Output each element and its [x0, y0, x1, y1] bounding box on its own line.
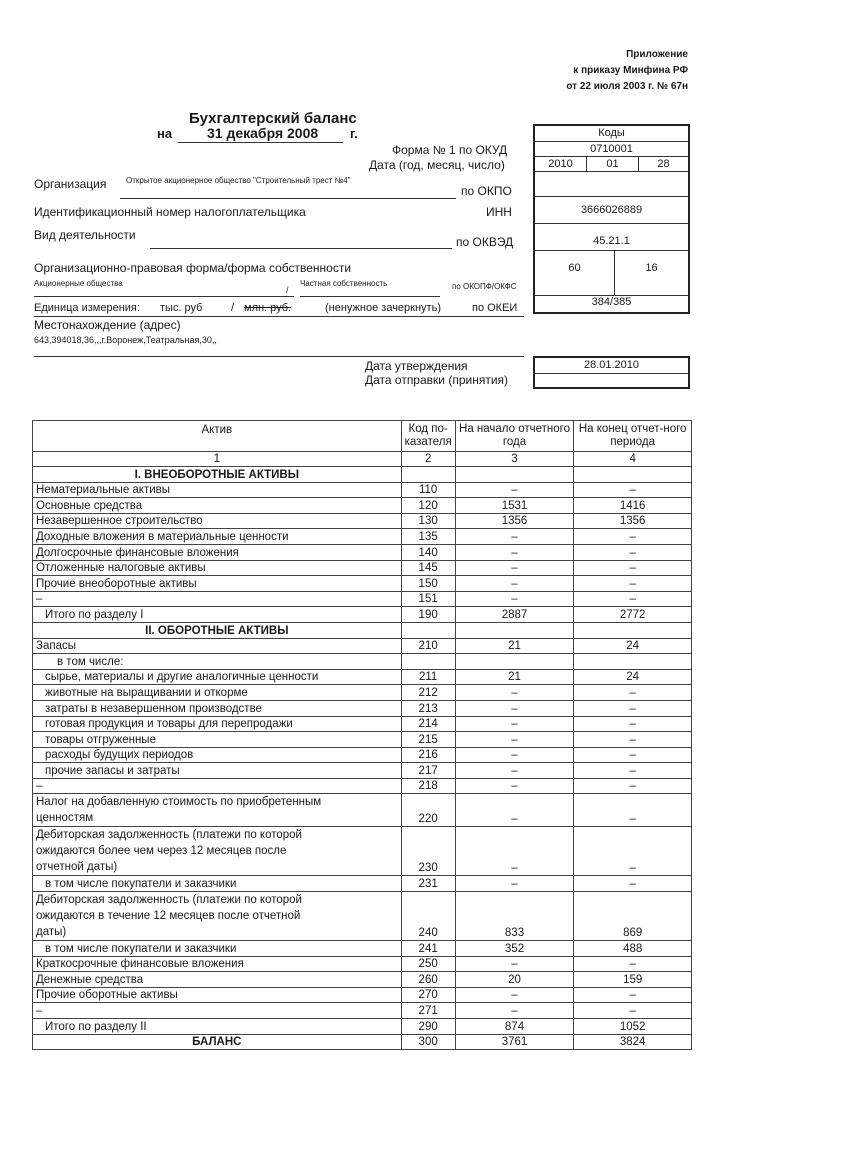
row-end: – [574, 529, 692, 545]
header-asset: Актив [33, 421, 402, 452]
okpo-label: по ОКПО [461, 184, 512, 198]
table-row [33, 987, 692, 1003]
row-start: – [455, 482, 574, 498]
total-1-start: 2887 [455, 607, 574, 623]
recv-long-line2: ожидаются более чем через 12 месяцев после [36, 845, 287, 858]
row-start: – [455, 544, 574, 560]
row-end: – [574, 482, 692, 498]
table-row [33, 498, 692, 514]
row-start: – [455, 956, 574, 972]
column-numbers-row [33, 452, 692, 467]
row-name: Долгосрочные финансовые вложения [33, 544, 402, 560]
table-row [33, 669, 692, 685]
row-name: Запасы [33, 638, 402, 654]
activity-label: Вид деятельности [34, 228, 136, 242]
codes-box [533, 124, 690, 314]
balance-row [33, 1034, 692, 1050]
table-row [33, 747, 692, 763]
sent-date [535, 374, 688, 390]
table-row [33, 972, 692, 988]
row-code: 140 [401, 544, 455, 560]
table-row [33, 956, 692, 972]
dates-box [533, 356, 690, 389]
date-code-row [535, 157, 688, 172]
recv-short-line3: даты) [36, 926, 67, 939]
row-name: Нематериальные активы [33, 482, 402, 498]
row-start: 20 [455, 972, 574, 988]
codes-header: Коды [535, 126, 688, 142]
row-code: 231 [401, 876, 455, 892]
row-end: – [574, 716, 692, 732]
row-name: – [33, 1003, 402, 1019]
header-code: Код по-казателя [401, 421, 455, 452]
section-heading-row [33, 622, 692, 638]
approval-date: 28.01.2010 [535, 358, 688, 374]
total-1-name: Итого по разделу I [33, 607, 402, 623]
row-start: – [455, 560, 574, 576]
row-name: прочие запасы и затраты [33, 763, 402, 779]
row-code: 250 [401, 956, 455, 972]
okopf-code-row [535, 251, 688, 296]
balance-start: 3761 [455, 1034, 574, 1050]
row-end: – [574, 544, 692, 560]
row-code: 230 [401, 827, 455, 876]
row-code: 260 [401, 972, 455, 988]
org-label: Организация [34, 177, 107, 191]
section-1-title: I. ВНЕОБОРОТНЫЕ АКТИВЫ [33, 467, 402, 483]
col-number: 4 [574, 452, 692, 467]
row-start: 21 [455, 669, 574, 685]
table-row [33, 576, 692, 592]
row-code: 130 [401, 513, 455, 529]
balance-code: 300 [401, 1034, 455, 1050]
ownership-value: Частная собственность [300, 279, 388, 288]
table-row [33, 892, 692, 941]
table-row [33, 544, 692, 560]
total-row [33, 1019, 692, 1035]
legal-form-value: Акционерные общества [34, 279, 123, 288]
row-code: 150 [401, 576, 455, 592]
appendix-line3: от 22 июля 2003 г. № 67н [566, 81, 688, 92]
col-number: 3 [455, 452, 574, 467]
header-end: На конец отчет-ного периода [574, 421, 692, 452]
total-1-end: 2772 [574, 607, 692, 623]
legal-form-label: Организационно-правовая форма/форма собственности [34, 261, 352, 275]
header-start: На начало отчетного года [455, 421, 574, 452]
row-name: Краткосрочные финансовые вложения [33, 956, 402, 972]
table-row [33, 685, 692, 701]
row-start: – [455, 763, 574, 779]
unit-note: (ненужное зачеркнуть) [325, 302, 441, 314]
row-code: 216 [401, 747, 455, 763]
row-end: 24 [574, 669, 692, 685]
col-number: 2 [401, 452, 455, 467]
row-start: – [455, 576, 574, 592]
row-code: 213 [401, 700, 455, 716]
total-2-start: 874 [455, 1019, 574, 1035]
row-name: – [33, 778, 402, 794]
row-end: – [574, 700, 692, 716]
date-year: 2010 [535, 157, 587, 171]
row-end: 24 [574, 638, 692, 654]
row-end: – [574, 560, 692, 576]
row-end: 159 [574, 972, 692, 988]
total-2-code: 290 [401, 1019, 455, 1035]
title-suffix: г. [350, 126, 358, 141]
row-start: – [455, 876, 574, 892]
row-name: в том числе покупатели и заказчики [33, 876, 402, 892]
row-start: 833 [455, 892, 574, 941]
inn-code: 3666026889 [535, 197, 688, 224]
table-row [33, 654, 692, 670]
row-code: 211 [401, 669, 455, 685]
balance-end: 3824 [574, 1034, 692, 1050]
row-name: животные на выращивании и откорме [33, 685, 402, 701]
table-row [33, 482, 692, 498]
row-start: – [455, 747, 574, 763]
row-name: Незавершенное строительство [33, 513, 402, 529]
report-date-underline [178, 142, 343, 143]
okved-label: по ОКВЭД [456, 235, 514, 249]
table-row [33, 591, 692, 607]
row-name: – [33, 591, 402, 607]
row-code: 220 [401, 794, 455, 827]
table-row [33, 794, 692, 827]
row-end: – [574, 794, 692, 827]
org-value: Открытое акционерное общество "Строительный трест №4" [126, 176, 351, 185]
total-2-end: 1052 [574, 1019, 692, 1035]
table-row [33, 638, 692, 654]
row-end: 1356 [574, 513, 692, 529]
row-name: товары отгруженные [33, 732, 402, 748]
row-end: – [574, 763, 692, 779]
row-code: 240 [401, 892, 455, 941]
table-row [33, 529, 692, 545]
row-start: – [455, 591, 574, 607]
row-code: 218 [401, 778, 455, 794]
row-code: 215 [401, 732, 455, 748]
table-row [33, 941, 692, 957]
row-end: – [574, 987, 692, 1003]
row-end: – [574, 685, 692, 701]
balance-table [32, 420, 692, 1050]
table-row [33, 1003, 692, 1019]
recv-long-line1: Дебиторская задолженность (платежи по которой [36, 829, 302, 842]
approval-label: Дата утверждения [365, 359, 468, 373]
appendix-line1: Приложение [626, 49, 688, 60]
row-name: Денежные средства [33, 972, 402, 988]
table-row [33, 763, 692, 779]
org-underline [120, 198, 456, 199]
recv-short-line2: ожидаются в течение 12 месяцев после отчетной [36, 910, 301, 923]
total-row [33, 607, 692, 623]
recv-short-name [33, 892, 402, 941]
row-code: 241 [401, 941, 455, 957]
total-1-code: 190 [401, 607, 455, 623]
row-code: 145 [401, 560, 455, 576]
okei-code: 384/385 [591, 296, 632, 308]
row-start: 21 [455, 638, 574, 654]
recv-short-line1: Дебиторская задолженность (платежи по которой [36, 894, 302, 907]
row-start: – [455, 794, 574, 827]
okei-label: по ОКЕИ [472, 302, 518, 314]
row-end: – [574, 956, 692, 972]
okpo-code [535, 172, 688, 197]
including-label: в том числе: [33, 654, 402, 670]
legal-form-slash: / [286, 285, 289, 295]
row-name: Прочие внеоборотные активы [33, 576, 402, 592]
table-row [33, 513, 692, 529]
row-start: – [455, 778, 574, 794]
okopf-label: по ОКОПФ/ОКФС [452, 282, 517, 291]
row-name: готовая продукция и товары для перепродажи [33, 716, 402, 732]
row-code: 135 [401, 529, 455, 545]
table-row [33, 732, 692, 748]
unit-thousand: тыс. руб [160, 302, 203, 314]
row-name: Доходные вложения в материальные ценности [33, 529, 402, 545]
row-name: в том числе покупатели и заказчики [33, 941, 402, 957]
okud-label: Форма № 1 по ОКУД [392, 143, 508, 157]
table-row [33, 778, 692, 794]
total-2-name: Итого по разделу II [33, 1019, 402, 1035]
balance-name: БАЛАНС [33, 1034, 402, 1050]
recv-long-line3: отчетной даты) [36, 861, 118, 874]
address-label: Местонахождение (адрес) [34, 318, 181, 332]
unit-label: Единица измерения: [34, 302, 140, 314]
row-end: – [574, 778, 692, 794]
row-name: сырье, материалы и другие аналогичные ценности [33, 669, 402, 685]
title-prefix: на [157, 126, 173, 141]
ownership-underline [300, 296, 440, 297]
vat-line2: ценностям [36, 812, 94, 825]
row-start: – [455, 987, 574, 1003]
unit-underline [34, 316, 524, 317]
activity-underline [150, 248, 452, 249]
sent-label: Дата отправки (принятия) [365, 373, 509, 387]
col-number: 1 [33, 452, 402, 467]
row-name: Основные средства [33, 498, 402, 514]
legal-form-underline [34, 296, 294, 297]
vat-name [33, 794, 402, 827]
section-heading-row [33, 467, 692, 483]
row-name: затраты в незавершенном производстве [33, 700, 402, 716]
table-header-row [33, 421, 692, 452]
row-end: – [574, 827, 692, 876]
row-start: – [455, 700, 574, 716]
section-2-title: II. ОБОРОТНЫЕ АКТИВЫ [33, 622, 402, 638]
row-end: – [574, 591, 692, 607]
date-label: Дата (год, месяц, число) [369, 158, 505, 172]
row-start: – [455, 685, 574, 701]
unit-slash: / [231, 302, 235, 314]
table-row [33, 560, 692, 576]
vat-line1: Налог на добавленную стоимость по приобретенным [36, 796, 322, 809]
row-start: – [455, 827, 574, 876]
document-title: Бухгалтерский баланс [189, 110, 357, 127]
row-code: 270 [401, 987, 455, 1003]
row-end: 869 [574, 892, 692, 941]
row-name: Прочие оборотные активы [33, 987, 402, 1003]
row-start: 1531 [455, 498, 574, 514]
okved-code: 45.21.1 [535, 224, 688, 251]
row-start: – [455, 716, 574, 732]
report-date: 31 декабря 2008 [207, 125, 319, 141]
address-underline [34, 356, 524, 357]
row-end: 1416 [574, 498, 692, 514]
date-month: 01 [587, 157, 639, 171]
row-start: 1356 [455, 513, 574, 529]
row-start: – [455, 529, 574, 545]
unit-million: млн. руб. [244, 302, 292, 314]
inn-label: ИНН [486, 205, 512, 219]
table-row [33, 876, 692, 892]
row-start: – [455, 1003, 574, 1019]
row-name: Отложенные налоговые активы [33, 560, 402, 576]
row-code: 212 [401, 685, 455, 701]
table-row [33, 827, 692, 876]
row-end: – [574, 1003, 692, 1019]
row-end: – [574, 876, 692, 892]
table-row [33, 716, 692, 732]
row-code: 210 [401, 638, 455, 654]
inn-full-label: Идентификационный номер налогоплательщика [34, 205, 306, 219]
row-start: 352 [455, 941, 574, 957]
row-code: 214 [401, 716, 455, 732]
row-end: – [574, 576, 692, 592]
okopf-code: 60 [535, 251, 615, 295]
row-code: 110 [401, 482, 455, 498]
okud-code: 0710001 [535, 142, 688, 157]
address-value: 643,394018,36,,,г.Воронеж,Театральная,30,, [34, 335, 217, 345]
date-day: 28 [657, 158, 670, 170]
row-end: – [574, 732, 692, 748]
appendix-line2: к приказу Минфина РФ [573, 65, 688, 76]
row-code: 217 [401, 763, 455, 779]
row-start: – [455, 732, 574, 748]
row-end: – [574, 747, 692, 763]
row-end: 488 [574, 941, 692, 957]
table-row [33, 700, 692, 716]
okfs-code: 16 [645, 262, 658, 274]
row-code: 120 [401, 498, 455, 514]
row-code: 151 [401, 591, 455, 607]
recv-long-name [33, 827, 402, 876]
row-name: расходы будущих периодов [33, 747, 402, 763]
row-code: 271 [401, 1003, 455, 1019]
